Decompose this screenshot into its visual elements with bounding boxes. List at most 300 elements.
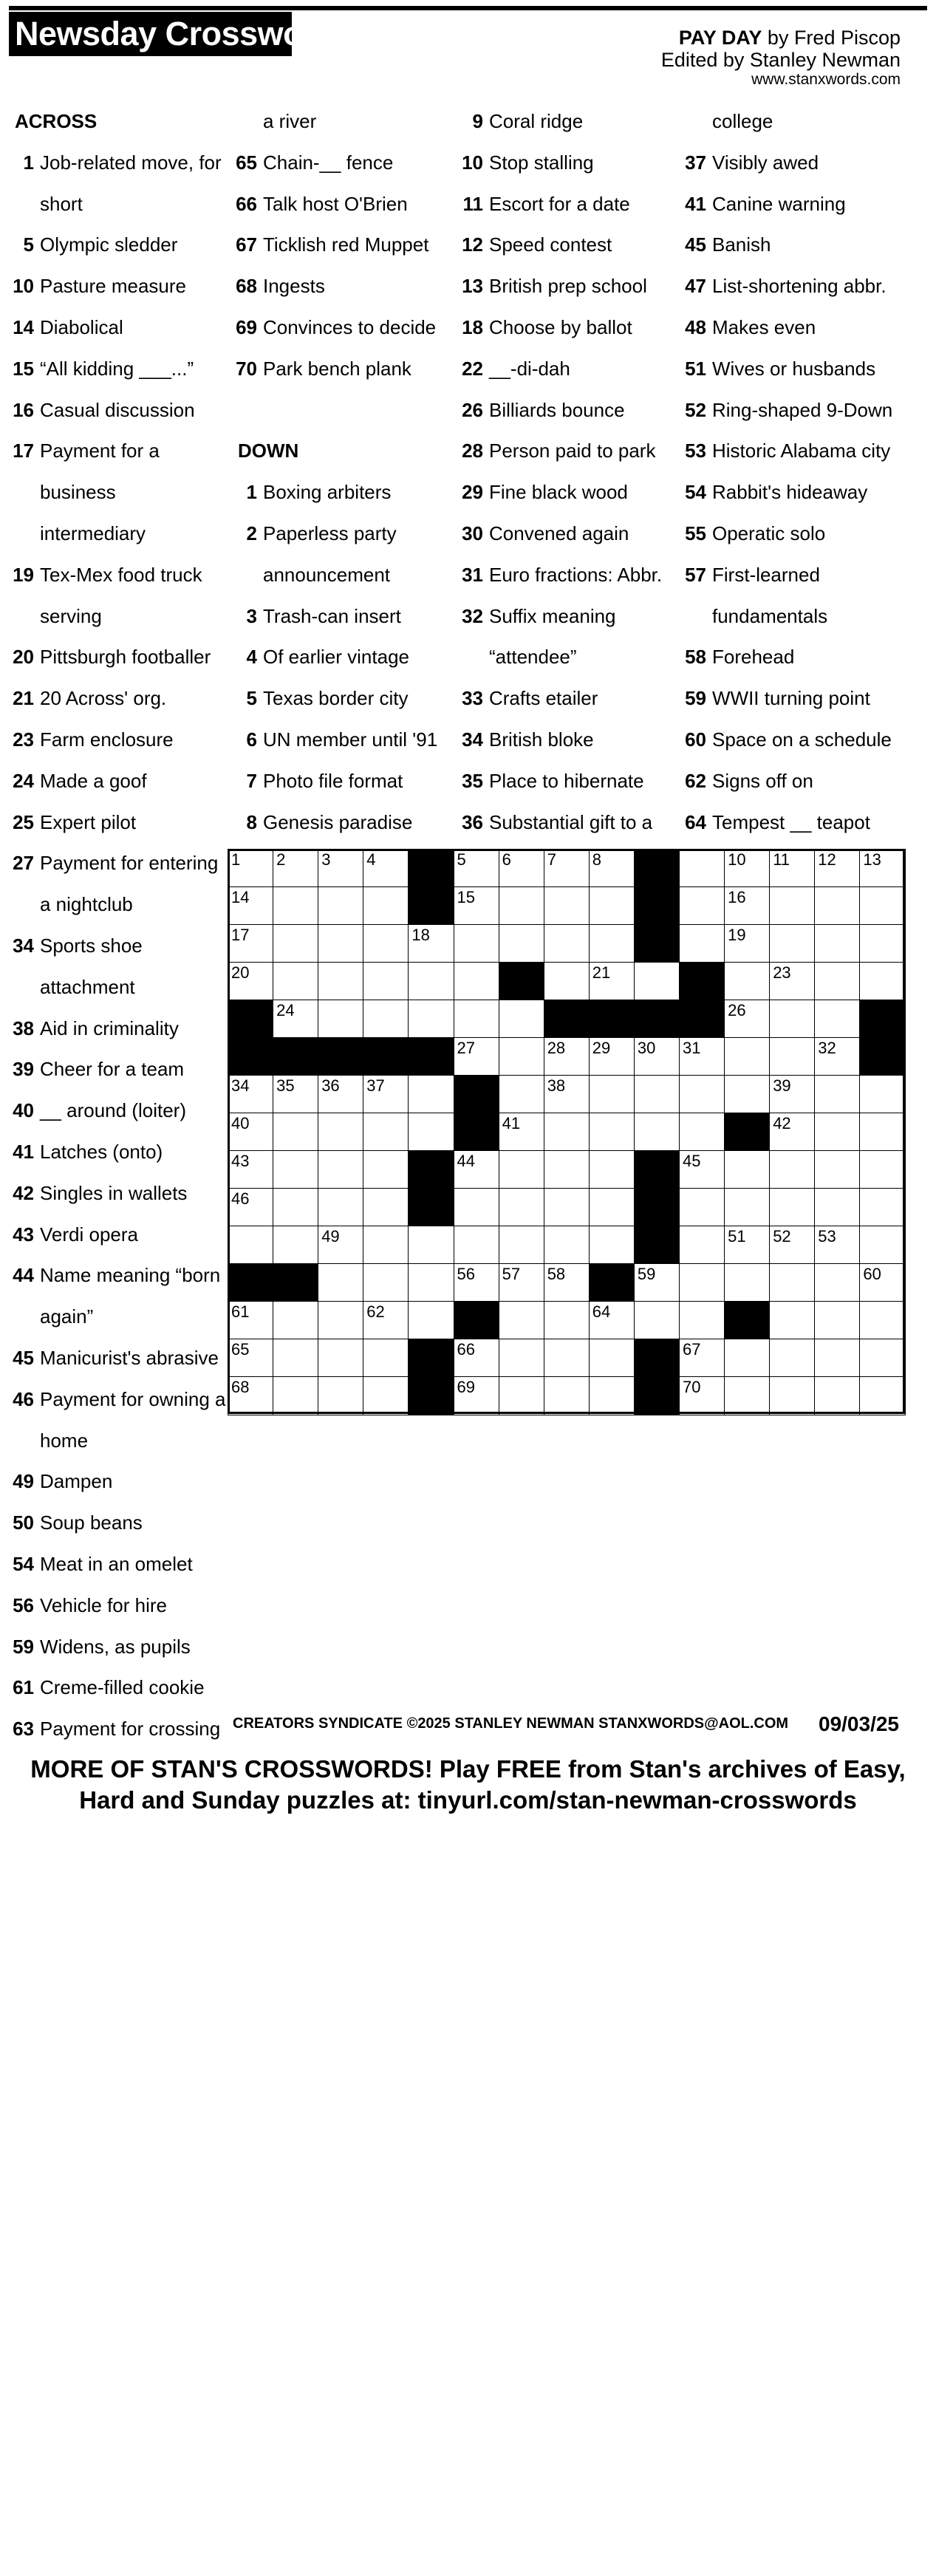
cell-number: 12 — [818, 850, 836, 869]
grid-cell[interactable] — [273, 849, 319, 888]
grid-cell[interactable] — [408, 1226, 454, 1265]
grid-cell[interactable] — [454, 1150, 500, 1189]
black-square — [318, 1037, 364, 1076]
grid-cell[interactable] — [859, 1075, 906, 1114]
clue-text: Payment for a — [40, 440, 160, 462]
grid-cell[interactable] — [679, 886, 725, 926]
clue — [681, 230, 771, 271]
clue-number: 68 — [236, 275, 257, 298]
grid-cell[interactable] — [769, 962, 816, 1001]
black-square — [634, 1226, 680, 1265]
cell-number: 15 — [457, 888, 475, 906]
clue-number: 17 — [13, 440, 34, 462]
clue-text: 20 Across' org. — [40, 687, 167, 710]
grid-cell[interactable] — [634, 1263, 680, 1302]
grid-cell[interactable] — [859, 962, 906, 1001]
cell-number: 42 — [773, 1114, 791, 1132]
cell-number: 52 — [773, 1227, 791, 1246]
grid-cell[interactable] — [318, 1376, 364, 1415]
grid-cell[interactable] — [273, 924, 319, 963]
grid-cell[interactable] — [363, 1226, 409, 1265]
clue-text: Pittsburgh footballer — [40, 646, 211, 669]
grid-cell[interactable] — [769, 1075, 816, 1114]
clue-text: Farm enclosure — [40, 728, 174, 751]
grid-cell[interactable] — [679, 1301, 725, 1340]
grid-cell[interactable] — [363, 1150, 409, 1189]
cell-number: 64 — [592, 1302, 611, 1321]
grid-cell[interactable] — [859, 924, 906, 963]
grid-cell[interactable] — [544, 1263, 590, 1302]
grid-cell[interactable] — [724, 1263, 771, 1302]
clue-text: Stop stalling — [489, 151, 594, 174]
grid-cell[interactable] — [318, 886, 364, 926]
grid-cell[interactable] — [814, 1263, 861, 1302]
grid-cell[interactable] — [454, 962, 500, 1001]
clue-text: Euro fractions: Abbr. — [489, 563, 663, 586]
grid-cell[interactable] — [363, 1075, 409, 1114]
grid-cell[interactable] — [769, 886, 816, 926]
grid-cell[interactable] — [454, 849, 500, 888]
clue-number: 15 — [13, 357, 34, 380]
clue-text: Signs off on — [712, 769, 813, 792]
grid-cell[interactable] — [544, 924, 590, 963]
cell-number: 58 — [547, 1265, 566, 1283]
grid-cell[interactable] — [859, 886, 906, 926]
clue-text: Tempest __ teapot — [712, 810, 870, 833]
grid-cell[interactable] — [408, 1263, 454, 1302]
clue — [9, 436, 160, 477]
clue-heading — [9, 106, 97, 148]
grid-cell[interactable] — [724, 1075, 771, 1114]
clue-text: List-shortening abbr. — [712, 275, 887, 298]
clue-text: Ring-shaped 9-Down — [712, 398, 893, 421]
clue-number: 54 — [13, 1553, 34, 1575]
grid-cell[interactable] — [228, 849, 274, 888]
grid-cell[interactable] — [859, 1376, 906, 1415]
grid-cell[interactable] — [499, 1113, 545, 1152]
grid-cell[interactable] — [724, 849, 771, 888]
grid-cell[interactable] — [589, 1376, 635, 1415]
clue-number: 48 — [685, 316, 706, 338]
clue-text: Payment for entering — [40, 852, 219, 875]
clue-text: Aid in criminality — [40, 1017, 179, 1039]
clue-text: Coral ridge — [489, 110, 584, 132]
black-square — [454, 1113, 500, 1152]
grid-cell[interactable] — [769, 1263, 816, 1302]
clue-text: Banish — [712, 233, 771, 256]
grid-cell[interactable] — [318, 1226, 364, 1265]
grid-cell[interactable] — [814, 924, 861, 963]
grid-cell[interactable] — [769, 1000, 816, 1039]
clue — [9, 1632, 191, 1673]
grid-cell[interactable] — [318, 1150, 364, 1189]
grid-cell[interactable] — [724, 886, 771, 926]
grid-cell[interactable] — [454, 1339, 500, 1378]
grid-cell[interactable] — [814, 1226, 861, 1265]
promo-line-2[interactable]: Hard and Sunday puzzles at: tinyurl.com/stan-newman-crosswords — [79, 1786, 857, 1814]
grid-cell[interactable] — [814, 1150, 861, 1189]
grid-cell[interactable] — [769, 1226, 816, 1265]
black-square — [634, 849, 680, 888]
clue-text: Substantial gift to a — [489, 810, 653, 833]
clue — [232, 683, 409, 725]
clue-text: Latches (onto) — [40, 1141, 163, 1163]
grid-cell[interactable] — [589, 1339, 635, 1378]
clue-text: Dampen — [40, 1470, 113, 1493]
grid-cell[interactable] — [454, 1376, 500, 1415]
grid-cell[interactable] — [408, 962, 454, 1001]
clue-number: 5 — [23, 233, 34, 256]
grid-cell[interactable] — [634, 1113, 680, 1152]
grid-cell[interactable] — [859, 1301, 906, 1340]
grid-cell[interactable] — [273, 1188, 319, 1227]
grid-cell[interactable] — [228, 1339, 274, 1378]
grid-cell[interactable] — [769, 1188, 816, 1227]
grid-cell[interactable] — [634, 1037, 680, 1076]
grid-cell[interactable] — [408, 924, 454, 963]
clue-text: Choose by ballot — [489, 316, 632, 338]
grid-cell[interactable] — [273, 1376, 319, 1415]
clue-text: British bloke — [489, 728, 594, 751]
grid-cell[interactable] — [228, 1150, 274, 1189]
grid-cell[interactable] — [544, 962, 590, 1001]
black-square — [724, 1301, 771, 1340]
grid-cell[interactable] — [589, 1150, 635, 1189]
grid-cell[interactable] — [454, 924, 500, 963]
grid-cell[interactable] — [859, 1150, 906, 1189]
grid-cell[interactable] — [679, 1263, 725, 1302]
grid-cell[interactable] — [589, 1301, 635, 1340]
clue — [458, 148, 594, 189]
grid-cell[interactable] — [634, 1075, 680, 1114]
grid-cell[interactable] — [679, 1150, 725, 1189]
grid-cell[interactable] — [814, 1339, 861, 1378]
grid-cell[interactable] — [318, 1000, 364, 1039]
grid-cell[interactable] — [859, 849, 906, 888]
grid-cell[interactable] — [273, 1150, 319, 1189]
clue-number: 23 — [13, 728, 34, 751]
grid-cell[interactable] — [499, 1000, 545, 1039]
grid-cell[interactable] — [363, 962, 409, 1001]
grid-cell[interactable] — [859, 1188, 906, 1227]
clue-number: 37 — [685, 151, 706, 174]
grid-cell[interactable] — [769, 1037, 816, 1076]
grid-cell[interactable] — [814, 1113, 861, 1152]
cell-number: 39 — [773, 1076, 791, 1095]
cell-number: 28 — [547, 1039, 566, 1057]
grid-cell[interactable] — [589, 1075, 635, 1114]
grid-cell[interactable] — [724, 1000, 771, 1039]
clue-number: 32 — [462, 604, 483, 627]
grid-cell[interactable] — [679, 1339, 725, 1378]
clue-number: 7 — [246, 769, 257, 792]
clue-number: 64 — [685, 810, 706, 833]
cell-number: 3 — [321, 850, 331, 869]
grid-cell[interactable] — [228, 924, 274, 963]
clue-number: 30 — [462, 522, 483, 544]
grid-cell[interactable] — [273, 1075, 319, 1114]
grid-cell[interactable] — [589, 1037, 635, 1076]
grid-cell[interactable] — [499, 1301, 545, 1340]
clue-number: 62 — [685, 769, 706, 792]
grid-cell[interactable] — [769, 849, 816, 888]
grid-cell[interactable] — [544, 1301, 590, 1340]
clue — [458, 312, 632, 354]
grid-cell[interactable] — [363, 1113, 409, 1152]
clue-text: Chain-__ fence — [263, 151, 394, 174]
black-square — [589, 1000, 635, 1039]
grid-cell[interactable] — [634, 1301, 680, 1340]
grid-cell[interactable] — [318, 1339, 364, 1378]
website-link[interactable]: www.stanxwords.com — [751, 71, 901, 88]
grid-cell[interactable] — [228, 886, 274, 926]
grid-cell[interactable] — [408, 1075, 454, 1114]
clue — [458, 683, 598, 725]
grid-cell[interactable] — [454, 1226, 500, 1265]
clue-text: Park bench plank — [263, 357, 411, 380]
clue — [458, 725, 594, 766]
grid-cell[interactable] — [318, 1188, 364, 1227]
clue — [458, 560, 662, 601]
cell-number: 1 — [231, 850, 241, 869]
clue-number: 46 — [13, 1387, 34, 1410]
cell-number: 56 — [457, 1265, 475, 1283]
grid-cell[interactable] — [724, 1188, 771, 1227]
grid-cell[interactable] — [814, 1188, 861, 1227]
grid-cell[interactable] — [859, 1226, 906, 1265]
grid-cell[interactable] — [499, 1150, 545, 1189]
black-square — [634, 1000, 680, 1039]
clue-text: Singles in wallets — [40, 1181, 188, 1204]
grid-cell[interactable] — [589, 886, 635, 926]
clue-text: Ingests — [263, 275, 325, 298]
grid-cell[interactable] — [363, 886, 409, 926]
grid-cell[interactable] — [228, 1113, 274, 1152]
grid-cell[interactable] — [769, 1150, 816, 1189]
grid-cell[interactable] — [408, 1113, 454, 1152]
grid-cell[interactable] — [363, 1000, 409, 1039]
clue — [458, 354, 570, 395]
grid-cell[interactable] — [814, 1000, 861, 1039]
grid-cell[interactable] — [814, 886, 861, 926]
black-square — [634, 1339, 680, 1378]
clue-number: 36 — [462, 810, 483, 833]
grid-cell[interactable] — [679, 1075, 725, 1114]
grid-cell[interactable] — [544, 1188, 590, 1227]
grid-cell[interactable] — [363, 1263, 409, 1302]
grid-cell[interactable] — [363, 924, 409, 963]
grid-cell[interactable] — [679, 924, 725, 963]
cell-number: 53 — [818, 1227, 836, 1246]
grid-cell[interactable] — [228, 962, 274, 1001]
grid-cell[interactable] — [318, 849, 364, 888]
grid-cell[interactable] — [499, 1263, 545, 1302]
clue-text: Visibly awed — [712, 151, 819, 174]
clue-text: Expert pilot — [40, 810, 137, 833]
grid-cell[interactable] — [769, 924, 816, 963]
grid-cell[interactable] — [363, 849, 409, 888]
grid-cell[interactable] — [814, 1037, 861, 1076]
grid-cell[interactable] — [724, 1376, 771, 1415]
clue-number: 21 — [13, 687, 34, 710]
grid-cell[interactable] — [318, 962, 364, 1001]
grid-cell[interactable] — [273, 1000, 319, 1039]
puzzle-title-line — [679, 27, 901, 49]
grid-cell[interactable] — [679, 1037, 725, 1076]
grid-cell[interactable] — [679, 1226, 725, 1265]
grid-cell[interactable] — [589, 1113, 635, 1152]
grid-cell[interactable] — [363, 1301, 409, 1340]
clue-text: Payment for owning a — [40, 1387, 226, 1410]
grid-cell[interactable] — [273, 1226, 319, 1265]
grid-cell[interactable] — [363, 1339, 409, 1378]
grid-cell[interactable] — [499, 924, 545, 963]
clue — [9, 1549, 193, 1591]
clue-number: 55 — [685, 522, 706, 544]
grid-cell[interactable] — [814, 962, 861, 1001]
clue-number: 45 — [685, 233, 706, 256]
grid-cell[interactable] — [589, 962, 635, 1001]
grid-cell[interactable] — [814, 1075, 861, 1114]
grid-cell[interactable] — [318, 1075, 364, 1114]
grid-cell[interactable] — [499, 849, 545, 888]
grid-cell[interactable] — [814, 849, 861, 888]
grid-cell[interactable] — [454, 1263, 500, 1302]
grid-cell[interactable] — [454, 1188, 500, 1227]
grid-cell[interactable] — [544, 1113, 590, 1152]
grid-cell[interactable] — [273, 886, 319, 926]
grid-cell[interactable] — [679, 1376, 725, 1415]
grid-cell[interactable] — [544, 1037, 590, 1076]
grid-cell[interactable] — [499, 1188, 545, 1227]
clue — [681, 683, 870, 725]
grid-cell[interactable] — [363, 1376, 409, 1415]
grid-cell[interactable] — [679, 1188, 725, 1227]
grid-cell[interactable] — [859, 1339, 906, 1378]
clue — [232, 230, 428, 271]
clue — [9, 683, 166, 725]
grid-cell[interactable] — [408, 1000, 454, 1039]
grid-cell[interactable] — [724, 1037, 771, 1076]
grid-cell[interactable] — [318, 1301, 364, 1340]
clue — [9, 1178, 187, 1220]
grid-cell[interactable] — [228, 1301, 274, 1340]
grid-cell[interactable] — [228, 1226, 274, 1265]
grid-cell[interactable] — [589, 1188, 635, 1227]
grid-cell[interactable] — [499, 1075, 545, 1114]
cell-number: 17 — [231, 926, 250, 944]
grid-cell[interactable] — [769, 1113, 816, 1152]
grid-cell[interactable] — [408, 1301, 454, 1340]
grid-cell[interactable] — [769, 1339, 816, 1378]
clue-text: WWII turning point — [712, 687, 870, 710]
grid-cell[interactable] — [454, 886, 500, 926]
grid-cell[interactable] — [318, 1113, 364, 1152]
clue-number: 53 — [685, 440, 706, 462]
grid-cell[interactable] — [769, 1301, 816, 1340]
clue-number: 28 — [462, 440, 483, 462]
grid-cell[interactable] — [499, 1376, 545, 1415]
clue — [232, 766, 403, 807]
grid-cell[interactable] — [544, 1339, 590, 1378]
clue-text: __-di-dah — [489, 357, 570, 380]
clue-number: 1 — [23, 151, 34, 174]
cell-number: 66 — [457, 1340, 475, 1359]
clue-continuation: again” — [40, 1305, 94, 1328]
grid-cell[interactable] — [724, 1339, 771, 1378]
clue-number: 8 — [246, 810, 257, 833]
grid-cell[interactable] — [724, 962, 771, 1001]
grid-cell[interactable] — [544, 849, 590, 888]
grid-cell[interactable] — [499, 886, 545, 926]
grid-cell[interactable] — [363, 1188, 409, 1227]
grid-cell[interactable] — [724, 924, 771, 963]
grid-cell[interactable] — [589, 1226, 635, 1265]
grid-cell[interactable] — [679, 849, 725, 888]
grid-cell[interactable] — [544, 1376, 590, 1415]
grid-cell[interactable] — [544, 1150, 590, 1189]
grid-cell[interactable] — [634, 962, 680, 1001]
grid-cell[interactable] — [273, 1339, 319, 1378]
grid-cell[interactable] — [724, 1226, 771, 1265]
grid-cell[interactable] — [859, 1263, 906, 1302]
clue-heading — [232, 436, 298, 477]
black-square — [679, 962, 725, 1001]
grid-cell[interactable] — [318, 924, 364, 963]
grid-cell[interactable] — [499, 1339, 545, 1378]
grid-cell[interactable] — [273, 962, 319, 1001]
grid-cell[interactable] — [273, 1301, 319, 1340]
grid-cell[interactable] — [679, 1113, 725, 1152]
grid-cell[interactable] — [318, 1263, 364, 1302]
grid-cell[interactable] — [589, 849, 635, 888]
grid-cell[interactable] — [499, 1037, 545, 1076]
grid-cell[interactable] — [499, 1226, 545, 1265]
clue-number: 43 — [13, 1223, 34, 1246]
copyright-credit: CREATORS SYNDICATE ©2025 STANLEY NEWMAN STANXWORDS@AOL.COM — [233, 1715, 789, 1732]
clue — [458, 477, 628, 519]
black-square — [499, 962, 545, 1001]
clue-number: 38 — [13, 1017, 34, 1039]
grid-cell[interactable] — [814, 1301, 861, 1340]
grid-cell[interactable] — [228, 1376, 274, 1415]
clue-text: Trash-can insert — [263, 604, 401, 627]
black-square — [634, 924, 680, 963]
grid-cell[interactable] — [454, 1000, 500, 1039]
grid-cell[interactable] — [228, 1075, 274, 1114]
grid-cell[interactable] — [589, 924, 635, 963]
clue — [681, 766, 813, 807]
grid-cell[interactable] — [724, 1150, 771, 1189]
cell-number: 45 — [683, 1152, 701, 1170]
clue-text: Olympic sledder — [40, 233, 178, 256]
grid-cell[interactable] — [814, 1376, 861, 1415]
grid-cell[interactable] — [454, 1037, 500, 1076]
grid-cell[interactable] — [859, 1113, 906, 1152]
clue-number: 45 — [13, 1347, 34, 1369]
clue-number: 56 — [13, 1593, 34, 1616]
grid-cell[interactable] — [544, 886, 590, 926]
grid-cell[interactable] — [228, 1188, 274, 1227]
cell-number: 46 — [231, 1189, 250, 1208]
grid-cell[interactable] — [544, 1226, 590, 1265]
grid-cell[interactable] — [273, 1113, 319, 1152]
grid-cell[interactable] — [544, 1075, 590, 1114]
clue-number: 63 — [13, 1718, 34, 1740]
clue-text: “All kidding ___...” — [40, 357, 194, 380]
cell-number: 2 — [276, 850, 286, 869]
grid-cell[interactable] — [769, 1376, 816, 1415]
